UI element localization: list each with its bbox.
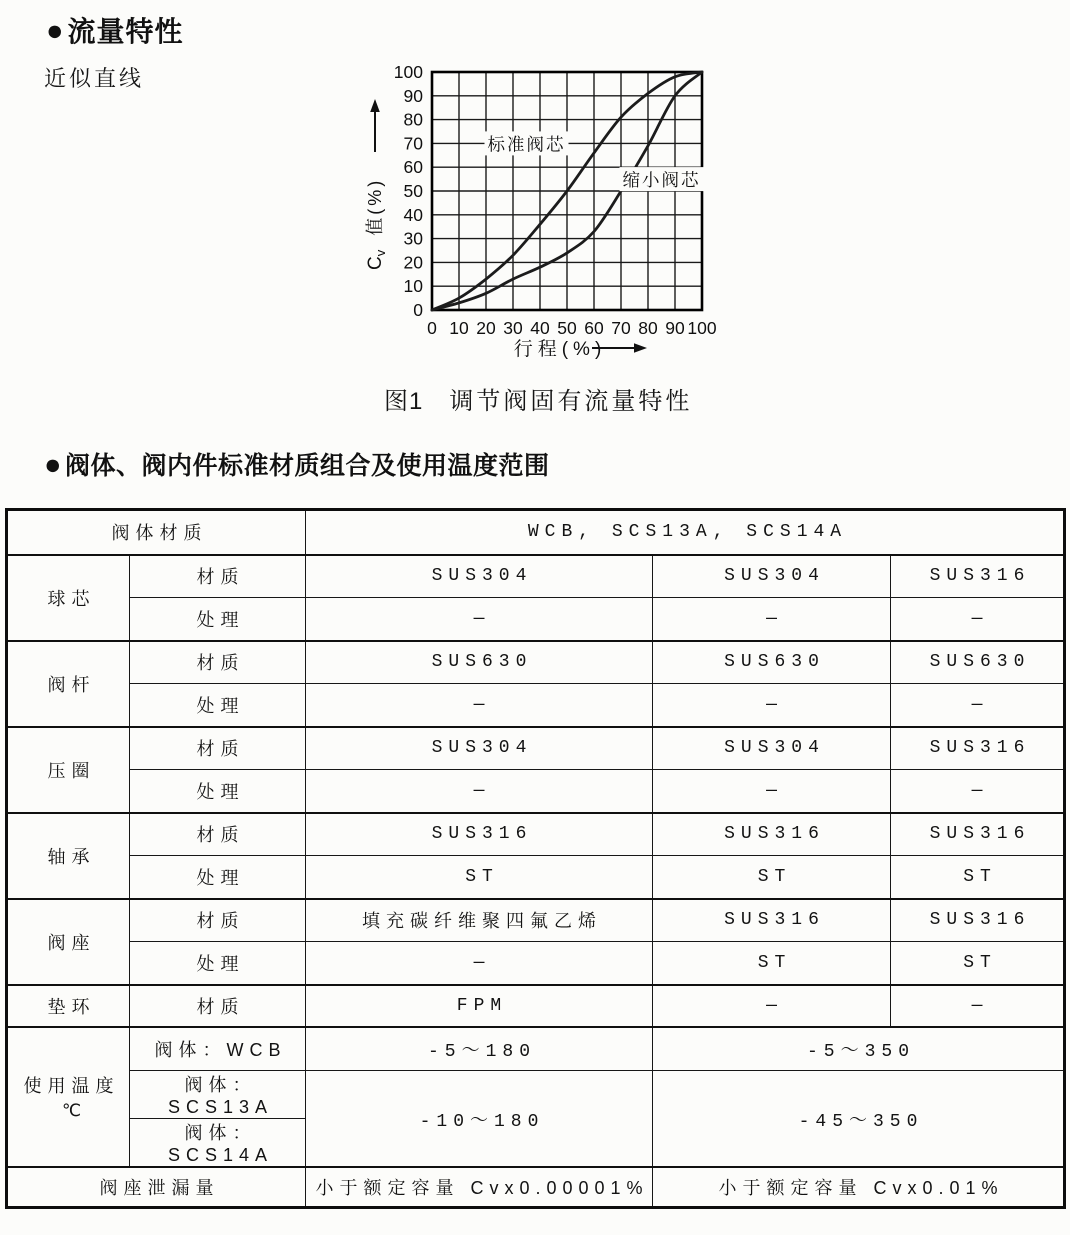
- row-sub-label: 材质: [130, 727, 306, 770]
- table-row: [7, 813, 1065, 856]
- svg-text:行程(%): 行程(%): [513, 339, 607, 360]
- flow-characteristic-chart: [348, 58, 728, 378]
- temperature-unit: ℃: [61, 1101, 82, 1121]
- axis-tick-labels: [394, 62, 717, 338]
- svg-text:0: 0: [427, 318, 437, 338]
- cell-value: SUS304: [653, 727, 891, 770]
- cell-value: -5～180: [306, 1027, 653, 1071]
- svg-text:50: 50: [403, 181, 423, 201]
- flow-chart-svg: [348, 58, 728, 378]
- table-row: [7, 770, 1065, 813]
- row-group-label: 轴承: [7, 813, 130, 899]
- table-row: [7, 684, 1065, 727]
- cell-value: ST: [891, 942, 1065, 985]
- cell-value: SUS316: [891, 899, 1065, 942]
- svg-text:100: 100: [393, 62, 423, 82]
- temperature-label: 使用温度: [23, 1076, 120, 1097]
- svg-text:20: 20: [476, 318, 496, 338]
- svg-text:90: 90: [403, 85, 423, 106]
- row-sub-label: 材质: [130, 985, 306, 1027]
- cell-value: SUS304: [306, 727, 653, 770]
- svg-text:30: 30: [403, 228, 423, 249]
- row-sub-label: 材质: [130, 555, 306, 598]
- row-sub-label: 材质: [130, 641, 306, 684]
- svg-text:Cv值(%): $C_v$值(%): [365, 177, 388, 270]
- row-sub-label: 材质: [130, 813, 306, 856]
- cell-value: SUS630: [306, 641, 653, 684]
- table-row-header: [7, 510, 1065, 555]
- cell-value: —: [306, 770, 653, 813]
- row-group-label: 阀杆: [7, 641, 130, 727]
- header-body-material-value: WCB, SCS13A, SCS14A: [306, 510, 1065, 555]
- cell-value: -10～180: [306, 1071, 653, 1168]
- figure-caption: [384, 381, 692, 416]
- cell-value: -45～350: [653, 1071, 1065, 1168]
- cell-value: SUS316: [891, 727, 1065, 770]
- series-label-1: 缩小阀芯: [622, 170, 701, 191]
- cell-value: ST: [306, 856, 653, 899]
- row-sub-label: 处理: [130, 770, 306, 813]
- svg-text:70: 70: [403, 133, 423, 154]
- svg-text:60: 60: [584, 318, 604, 338]
- svg-text:80: 80: [638, 318, 658, 338]
- row-label-leakage: 阀座泄漏量: [7, 1167, 306, 1207]
- cell-value: —: [306, 598, 653, 641]
- row-group-label: 压圈: [7, 727, 130, 813]
- header-body-material-label: 阀体材质: [7, 510, 306, 555]
- row-sub-label: 阀体：SCS13A: [130, 1071, 306, 1119]
- svg-text:60: 60: [403, 157, 423, 178]
- row-group-label: 球芯: [7, 555, 130, 641]
- cell-value: —: [653, 598, 891, 641]
- row-sub-label: 处理: [130, 942, 306, 985]
- svg-text:100: 100: [687, 318, 717, 338]
- cell-value: 小于额定容量 Cvx0.01%: [653, 1167, 1065, 1207]
- row-group-label-temperature: [7, 1027, 130, 1168]
- table-row: [7, 555, 1065, 598]
- svg-text:10: 10: [449, 318, 469, 338]
- svg-text:50: 50: [557, 318, 577, 338]
- svg-text:40: 40: [530, 318, 550, 338]
- cell-value: SUS630: [653, 641, 891, 684]
- y-axis-title: [365, 99, 388, 270]
- svg-text:90: 90: [665, 318, 685, 338]
- row-sub-label: 处理: [130, 856, 306, 899]
- table-row: [7, 727, 1065, 770]
- section2-title: 阀体、阀内件标准材质组合及使用温度范围: [65, 452, 550, 480]
- cell-value: SUS316: [891, 813, 1065, 856]
- svg-text:0: 0: [413, 300, 423, 320]
- row-sub-label: 阀体：SCS14A: [130, 1119, 306, 1168]
- material-spec-table: [5, 508, 1066, 1209]
- cell-value: —: [891, 684, 1065, 727]
- cell-value: —: [306, 684, 653, 727]
- svg-text:80: 80: [403, 109, 423, 130]
- row-sub-label: 阀体：WCB: [130, 1027, 306, 1071]
- row-sub-label: 材质: [130, 899, 306, 942]
- row-group-label: 垫环: [7, 985, 130, 1027]
- cell-value: SUS316: [306, 813, 653, 856]
- cell-value: 小于额定容量 Cvx0.00001%: [306, 1167, 653, 1207]
- cell-value: -5～350: [653, 1027, 1065, 1071]
- cell-value: SUS316: [653, 813, 891, 856]
- flow-characteristic-note: 近似直线: [44, 66, 145, 91]
- table-row: [7, 598, 1065, 641]
- svg-text:70: 70: [611, 318, 631, 338]
- table-row: [7, 899, 1065, 942]
- cell-value: —: [653, 684, 891, 727]
- row-group-label: 阀座: [7, 899, 130, 985]
- svg-text:10: 10: [403, 276, 423, 297]
- section1-heading: [46, 10, 184, 50]
- table-row: [7, 1071, 1065, 1119]
- cell-value: —: [306, 942, 653, 985]
- cell-value: SUS316: [653, 899, 891, 942]
- bullet-icon: ●: [44, 448, 63, 481]
- cell-value: SUS304: [306, 555, 653, 598]
- table-row: [7, 985, 1065, 1027]
- section2-heading: [44, 446, 550, 482]
- svg-text:40: 40: [403, 204, 423, 225]
- cell-value: SUS630: [891, 641, 1065, 684]
- table-row: [7, 856, 1065, 899]
- figure-number: 图1: [384, 388, 424, 415]
- row-sub-label: 处理: [130, 598, 306, 641]
- svg-text:20: 20: [403, 252, 423, 273]
- row-sub-label: 处理: [130, 684, 306, 727]
- svg-text:30: 30: [503, 318, 523, 338]
- cell-value: —: [891, 985, 1065, 1027]
- section1-title: 流量特性: [67, 16, 184, 47]
- table-row: [7, 641, 1065, 684]
- table-row: [7, 942, 1065, 985]
- bullet-icon: ●: [46, 14, 65, 47]
- cell-value: SUS304: [653, 555, 891, 598]
- series-label-0: 标准阀芯: [487, 134, 566, 155]
- cell-value: ST: [891, 856, 1065, 899]
- cell-value: —: [891, 770, 1065, 813]
- cell-value: —: [653, 770, 891, 813]
- table-row: [7, 1027, 1065, 1071]
- cell-value: FPM: [306, 985, 653, 1027]
- x-axis-title: [514, 338, 647, 360]
- figure-title: 调节阀固有流量特性: [449, 388, 693, 415]
- cell-value: —: [653, 985, 891, 1027]
- cell-value: ST: [653, 856, 891, 899]
- cell-value: ST: [653, 942, 891, 985]
- table-row: [7, 1167, 1065, 1207]
- cell-value: SUS316: [891, 555, 1065, 598]
- cell-value: 填充碳纤维聚四氟乙烯: [306, 899, 653, 942]
- cell-value: —: [891, 598, 1065, 641]
